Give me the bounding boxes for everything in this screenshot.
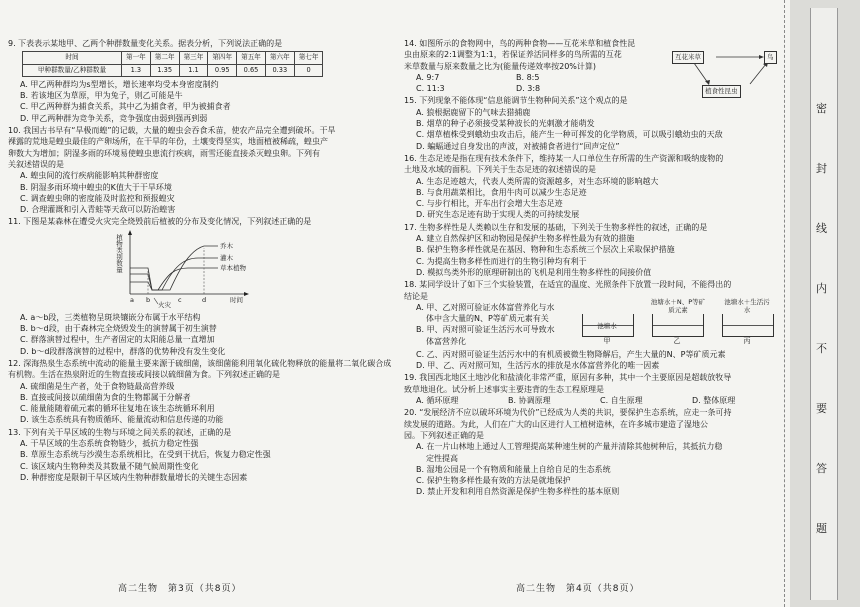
option-a: A. 甲乙两种群均为s型增长，增长速率均受本身密度制约 <box>20 79 219 89</box>
experiment-setup-figure <box>576 297 786 345</box>
legend-shrub: 灌木 <box>220 253 233 262</box>
table-cell: 第二年 <box>150 52 179 64</box>
question-stem-line: 19. 我国西北地区土地沙化和盐渍化非常严重，原因有多种，其中一个主要原因是超载放牧导 <box>404 373 732 383</box>
question-12 <box>8 358 396 426</box>
herb-curve <box>130 268 218 290</box>
page-4-column <box>404 38 784 499</box>
table-cell: 时间 <box>23 52 122 64</box>
question-stem-line: 关叙述错误的是 <box>8 159 64 169</box>
question-14 <box>404 38 784 94</box>
question-stem-line: 裸露的荒地是蝗虫最佳的产卵场所，在干旱的年份，土壤变得坚实，地面植被稀疏，蝗虫产 <box>8 137 328 147</box>
table-cell: 1.3 <box>122 64 151 76</box>
option-a-cont: 体中含大量的N、P等矿质元素有关 <box>426 314 549 324</box>
question-17 <box>404 222 784 278</box>
option-c: C. 保护生物多样性最有效的方法是就地保护 <box>416 476 571 486</box>
tick-label: c <box>178 295 182 304</box>
option-b: B. 保护生物多样性就是在基因、物种和生态系统三个层次上采取保护措施 <box>416 245 675 255</box>
question-stem-line: 虫由原来的2:1调整为1:1，若保证养活同样多的鸟所需的互花 <box>404 50 622 60</box>
option-c: C. 与步行相比，开车出行会增大生态足迹 <box>416 199 563 209</box>
option-c: C. 自生原理 <box>600 396 643 406</box>
option-c: C. 为提高生物多样性而进行的生物引种均有利于 <box>416 256 587 266</box>
tick-label: b <box>146 295 151 304</box>
table-cell: 0 <box>294 64 323 76</box>
question-16 <box>404 153 784 221</box>
option-d: D. 整体原理 <box>692 396 736 406</box>
option-d: D. 蝙蝠通过自身发出的声波，对被捕食者进行“回声定位” <box>416 141 620 151</box>
page-footer-right: 高二生物 第4页（共8页） <box>516 584 640 594</box>
table-cell: 第六年 <box>265 52 294 64</box>
option-a: A. 干旱区域的生态系统食物链少，抵抗力稳定性强 <box>20 439 199 449</box>
option-c: C. 烟草植株受到蛾幼虫攻击后，能产生一种可挥发的化学物质，可以吸引蛾幼虫的天敌 <box>416 130 723 140</box>
option-a: A. 硫细菌是生产者，处于食物链最高营养级 <box>20 381 175 391</box>
seal-char: 内 <box>816 282 827 295</box>
option-a: A. a～b段，三类植物呈斑块镶嵌分布属于水平结构 <box>20 312 201 322</box>
option-b: B. 甲、丙对照可验证生活污水可导致水 <box>416 325 555 335</box>
option-b: B. 草原生态系统与沙漠生态系统相比，在受到干扰后，恢复力稳定性强 <box>20 450 271 460</box>
table-cell: 第七年 <box>294 52 323 64</box>
binding-margin <box>790 0 860 607</box>
producer-box: 互花米草 <box>672 51 704 64</box>
x-axis-label: 时间 <box>230 295 243 304</box>
fold-line <box>784 0 786 607</box>
question-stem: 15. 下列现象不能体现“信息能调节生物种间关系”这个观点的是 <box>404 96 628 106</box>
option-b: B. 烟草的种子必须接受某种波长的光刺激才能萌发 <box>416 119 595 129</box>
vegetation-succession-figure <box>115 228 258 312</box>
shrub-curve <box>130 258 218 290</box>
option-c: C. 甲乙两种群为捕食关系，其中乙为捕食者，甲为被捕食者 <box>20 102 231 112</box>
food-web-figure <box>672 50 778 100</box>
table-cell: 1.35 <box>150 64 179 76</box>
option-b: B. 湿地公园是一个有物质和能量上自给自足的生态系统 <box>416 464 611 474</box>
question-20 <box>404 407 784 497</box>
question-stem-line: 有机物。生活在热泉附近的生物直接或间接以硫细菌为食。下列叙述正确的是 <box>8 370 280 380</box>
option-c: C. 调查蝗虫卵的密度能及时监控和预报蝗灾 <box>20 193 175 203</box>
table-cell: 0.33 <box>265 64 294 76</box>
tick-label: a <box>130 295 134 304</box>
option-d: D. b～d段群落演替的过程中，群落的优势种没有发生变化 <box>20 346 226 356</box>
jar-bing <box>722 314 774 337</box>
option-a: A. 蝗虫间的流行疾病能影响其种群密度 <box>20 171 159 181</box>
option-c: C. 能量能随着硫元素的循环往复地在该生态统循环利用 <box>20 404 215 414</box>
option-d: D. 甲、乙、丙对照可知，生活污水的排放是水体富营养化的唯一因素 <box>416 361 660 371</box>
question-stem-line: 12. 深海热泉生态系统中流动的能量主要来源于硫细菌，该细菌能利用氧化硫化物释放的能量将二氧化碳合成 <box>8 358 392 368</box>
question-11 <box>8 216 396 356</box>
jar-content-label: 池塘水＋N、P等矿质元素 <box>650 297 706 314</box>
table-row <box>23 64 323 76</box>
option-d: D. 合理灌溉和引入青蛙等天敌可以防治蝗害 <box>20 205 176 215</box>
question-9 <box>8 38 396 124</box>
bird-box: 鸟 <box>764 51 777 64</box>
population-table <box>22 51 323 77</box>
y-axis-label: 植物类别数量 <box>115 233 123 273</box>
page-footer-left: 高二生物 第3页（共8页） <box>118 584 242 594</box>
option-a: A. 生态足迹越大，代表人类所需的资源越多，对生态环境的影响越大 <box>416 176 659 186</box>
question-stem-line: 结论是 <box>404 291 428 301</box>
options-row <box>404 72 616 83</box>
table-cell: 甲种群数量/乙种群数量 <box>23 64 122 76</box>
jar-name: 甲 <box>603 336 611 345</box>
option-d: D. 研究生态足迹有助于实现人类的可持续发展 <box>416 210 580 220</box>
jar-content-label: 池塘水 <box>597 321 617 330</box>
seal-char: 要 <box>816 402 827 415</box>
jar-name: 乙 <box>673 336 681 345</box>
question-stem-line: 14. 如图所示的食物网中，鸟的两种食物——互花米草和植食性昆 <box>404 39 636 48</box>
question-stem: 11. 下图是某森林在遭受火灾完全烧毁前后植被的分布及变化情况，下列叙述正确的是 <box>8 217 312 227</box>
question-19 <box>404 372 784 406</box>
legend-herb: 草本植物 <box>220 263 246 272</box>
question-15 <box>404 95 784 151</box>
option-a: A. 建立自然保护区和动物园是保护生物多样性最为有效的措施 <box>416 234 635 244</box>
option-b: B. 直接或间接以硫细菌为食的生物都属于分解者 <box>20 392 191 402</box>
table-cell: 第四年 <box>208 52 237 64</box>
option-d: D. 甲乙两种群为竞争关系，竞争强度由弱到强再到弱 <box>20 113 208 123</box>
question-stem-line: 致草地退化。试分析上述事实主要违背的生态工程原理是 <box>404 384 604 394</box>
question-stem-line: 土地及水域的面积。下列关于生态足迹的叙述错误的是 <box>404 165 596 175</box>
question-13 <box>8 427 396 483</box>
option-c: C. 乙、丙对照可验证生活污水中的有机质被微生物降解后，产生大量的N、P等矿质元素 <box>416 349 726 359</box>
seal-char: 线 <box>816 222 827 235</box>
table-cell: 第三年 <box>179 52 208 64</box>
option-a: A. 狼根据鹿留下的气味去猎捕鹿 <box>416 107 531 117</box>
option-d: D. 3:8 <box>516 84 541 94</box>
seal-char: 密 <box>816 102 827 115</box>
option-a: A. 甲、乙对照可验证水体富营养化与水 <box>416 302 555 312</box>
option-b: B. b～d段，由于森林完全烧毁发生的演替属于初生演替 <box>20 324 217 334</box>
option-c: C. 群落演替过程中，生产者固定的太阳能总量一直增加 <box>20 335 215 345</box>
question-stem: 13. 下列有关干旱区域的生物与环境之间关系的叙述，正确的是 <box>8 427 232 437</box>
seal-char: 答 <box>816 462 827 475</box>
option-a: A. 循环原理 <box>416 396 459 406</box>
sealing-strip <box>810 8 838 600</box>
jar-yi <box>652 314 704 337</box>
option-b: B. 协调原理 <box>508 396 551 406</box>
option-a: A. 在一片山林地上通过人工管理提高某种速生树的产量并清除其他树种后，其抵抗力稳 <box>416 442 723 452</box>
option-b: B. 若该地区为草原，甲为兔子，则乙可能是牛 <box>20 91 183 101</box>
question-stem-line: 园。下列叙述正确的是 <box>404 430 484 440</box>
question-stem-line: 续发展的道路。为此，人们在广大的山区进行人工植树造林，在许多城市建造了湿地公 <box>404 419 708 429</box>
legend-tree: 乔木 <box>220 241 233 250</box>
options-row <box>404 395 784 406</box>
option-b: B. 阴湿多雨环境中蝗虫的K值大于干旱环境 <box>20 182 172 192</box>
jar-content-label: 池塘水＋生活污水 <box>724 297 770 314</box>
option-d: D. 模拟鸟类外形的原理研制出的飞机是利用生物多样性的间接价值 <box>416 267 652 277</box>
question-stem-line: 18. 某同学设计了如下三个实验装置，在适宜的温度、光照条件下放置一段时间，不能得出的 <box>404 280 732 290</box>
option-a-cont: 定性提高 <box>426 453 458 463</box>
table-header-row <box>23 52 323 64</box>
question-stem-line: 米草数量与原来数量之比为(能量传递效率按20%计算) <box>404 61 597 71</box>
option-c: C. 该区域内生物种类及其数量不随气候周期性变化 <box>20 461 199 471</box>
question-stem: 9. 下表表示某地甲、乙两个种群数量变化关系。据表分析，下列说法正确的是 <box>8 39 283 48</box>
table-cell: 第一年 <box>122 52 151 64</box>
question-10 <box>8 125 396 215</box>
option-c: C. 11:3 <box>416 84 445 94</box>
question-stem-line: 16. 生态足迹是指在现有技术条件下，维持某一人口单位生存所需的生产资源和吸纳废物的 <box>404 153 724 163</box>
option-d: D. 该生态系统具有物质循环、能量流动和信息传递的功能 <box>20 415 224 425</box>
page-3-column <box>8 38 396 484</box>
fire-label: 火灾 <box>158 300 171 309</box>
insect-box: 植食性昆虫 <box>702 85 741 98</box>
question-stem-line: 20. “发展经济不应以破坏环境为代价”已经成为人类的共识，要保护生态系统，应走一条可持 <box>404 408 732 418</box>
tick-label: d <box>202 295 207 304</box>
question-stem-line: 卵数大为增加；阴湿多雨的环境易使蝗虫患流行疾病，雨雪还能直接杀灭蝗虫卵。下列有 <box>8 148 320 158</box>
option-b: B. 与食用蔬菜相比，食用牛肉可以减少生态足迹 <box>416 187 587 197</box>
question-stem-line: 10. 我国古书早有“旱极而蝗”的记载，大量的蝗虫会吞食禾苗，使农产品完全遭到破坏。干旱 <box>8 126 336 136</box>
question-18 <box>404 279 784 371</box>
option-a: A. 9:7 <box>416 72 440 82</box>
table-cell: 0.95 <box>208 64 237 76</box>
option-b-cont: 体富营养化 <box>426 336 466 346</box>
table-cell: 1.1 <box>179 64 208 76</box>
seal-char: 封 <box>816 162 827 175</box>
jar-name: 丙 <box>743 336 751 345</box>
option-b: B. 8:5 <box>516 72 540 82</box>
options-row <box>404 83 616 94</box>
table-cell: 0.65 <box>237 64 266 76</box>
seal-char: 题 <box>816 522 827 535</box>
option-d: D. 种群密度是限制干旱区域内生物种群数量增长的关键生态因素 <box>20 472 248 482</box>
seal-char: 不 <box>816 342 827 355</box>
table-cell: 第五年 <box>237 52 266 64</box>
option-d: D. 禁止开发和利用自然资源是保护生物多样性的基本原则 <box>416 487 620 497</box>
question-stem: 17. 生物多样性是人类赖以生存和发展的基础，下列关于生物多样性的叙述，正确的是 <box>404 222 708 232</box>
